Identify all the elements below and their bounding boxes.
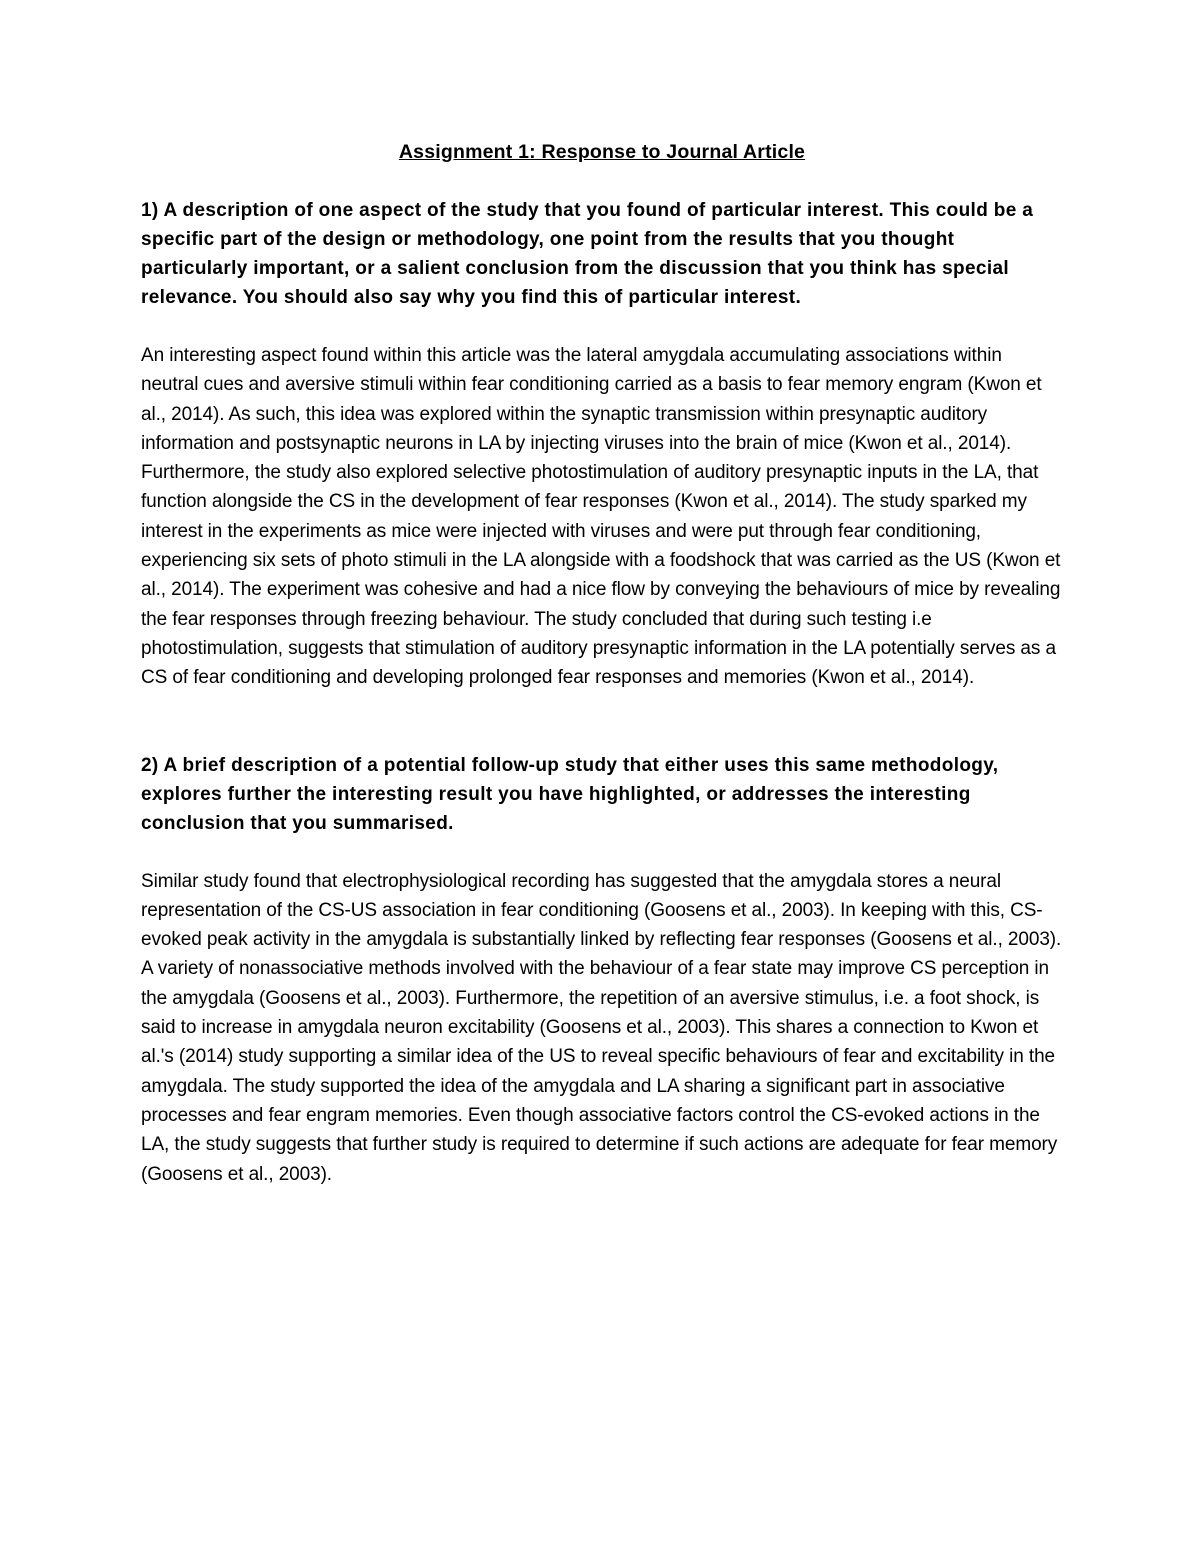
section-2: [141, 751, 1063, 1189]
section-divider: [141, 693, 1063, 751]
section-2-prompt: 2) A brief description of a potential follow-up study that either uses this same methodology, explores further the interesting result you have highlighted, or addresses the interesting conclusion that you summarised.: [141, 754, 999, 834]
document-title: Assignment 1: Response to Journal Article: [398, 141, 806, 163]
section-1-prompt: 1) A description of one aspect of the study that you found of particular interest. This could be a specific part of the design or methodology, one point from the results that you thought particularly important, or a salient conclusion from the discussion that you think has special relevance. You should also say why you find this of particular interest.: [141, 200, 1034, 308]
section-1-response: An interesting aspect found within this article was the lateral amygdala accumulating associations within neutral cues and aversive stimuli within fear conditioning carried as a basis to fear memory engram (Kwon et al., 2014). As such, this idea was explored within the synaptic transmission within presynaptic auditory information and postsynaptic neurons in LA by injecting viruses into the brain of mice (Kwon et al., 2014). Furthermore, the study also explored selective photostimulation of auditory presynaptic inputs in the LA, that function alongside the CS in the development of fear responses (Kwon et al., 2014). The study sparked my interest in the experiments as mice were injected with viruses and were put through fear conditioning, experiencing six sets of photo stimuli in the LA alongside with a foodshock that was carried as the US (Kwon et al., 2014). The experiment was cohesive and had a nice flow by conveying the behaviours of mice by revealing the fear responses through freezing behaviour. The study concluded that during such testing i.e photostimulation, suggests that stimulation of auditory presynaptic information in the LA potentially serves as a CS of fear conditioning and developing prolonged fear responses and memories (Kwon et al., 2014).: [141, 345, 1061, 689]
section-1: [141, 196, 1063, 693]
section-2-response: Similar study found that electrophysiological recording has suggested that the amygdala stores a neural representation of the CS-US association in fear conditioning (Goosens et al., 2003). In keeping with this, CS-evoked peak activity in the amygdala is substantially linked by reflecting fear responses (Goosens et al., 2003). A variety of nonassociative methods involved with the behaviour of a fear state may improve CS perception in the amygdala (Goosens et al., 2003). Furthermore, the repetition of an aversive stimulus, i.e. a foot shock, is said to increase in amygdala neuron excitability (Goosens et al., 2003). This shares a connection to Kwon et al.'s (2014) study supporting a similar idea of the US to reveal specific behaviours of fear and excitability in the amygdala. The study supported the idea of the amygdala and LA sharing a significant part in associative processes and fear engram memories. Even though associative factors control the CS-evoked actions in the LA, the study suggests that further study is required to determine if such actions are adequate for fear memory (Goosens et al., 2003).: [141, 870, 1062, 1185]
document-page: [141, 138, 1063, 1189]
